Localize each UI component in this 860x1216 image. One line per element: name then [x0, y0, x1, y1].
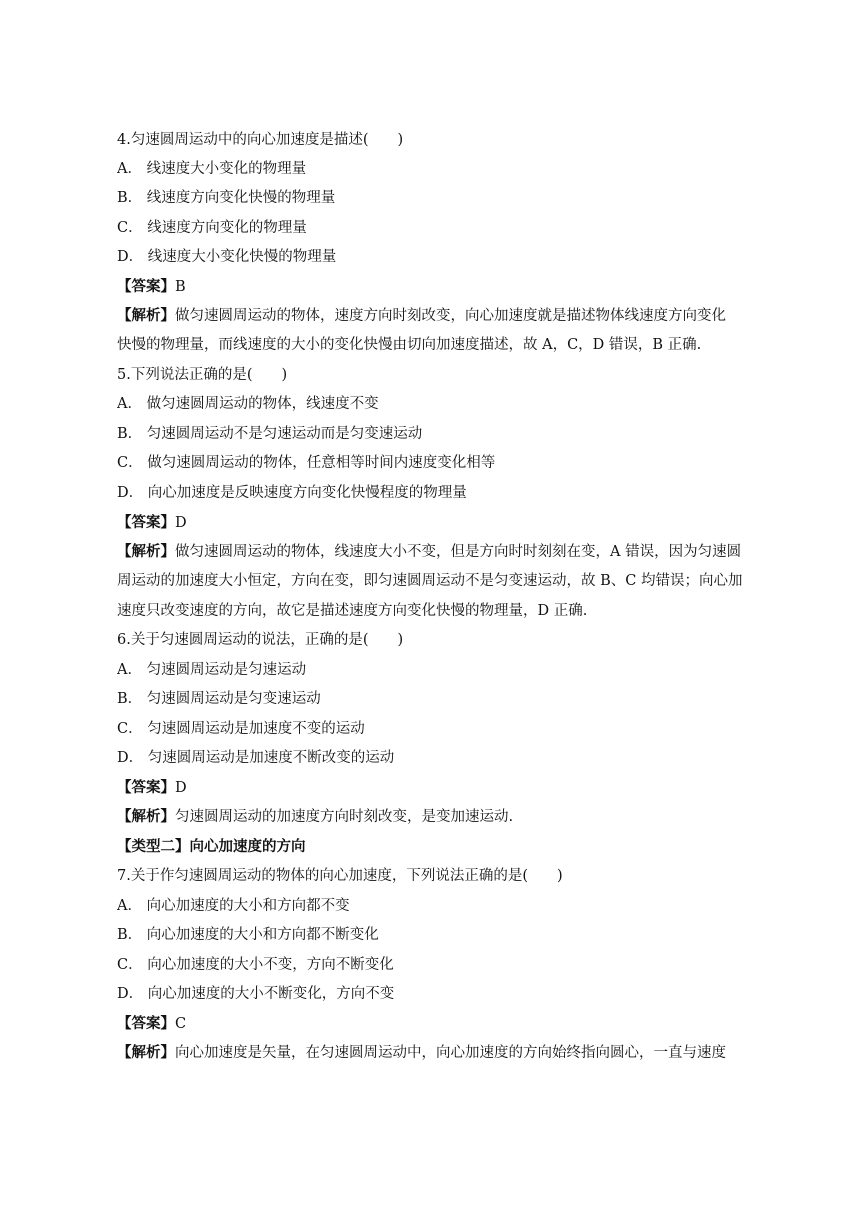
question-7-analysis-line-1 — [117, 1043, 767, 1063]
question-4-option-a: A． 线速度大小变化的物理量 — [117, 161, 307, 177]
answer-value: D — [175, 780, 187, 796]
question-5-analysis-line-2: 周运动的加速度大小恒定，方向在变，即匀速圆周运动不是匀变速运动，故 B、C 均错误；向心加 — [117, 573, 743, 589]
question-5-analysis-line-3: 速度只改变速度的方向，故它是描述速度方向变化快慢的物理量，D 正确. — [117, 603, 588, 619]
question-4-answer — [117, 277, 767, 297]
question-4-option-b: B． 线速度方向变化快慢的物理量 — [117, 190, 336, 206]
question-6-answer — [117, 778, 767, 798]
question-7-option-d: D． 向心加速度的大小不断变化，方向不变 — [117, 986, 395, 1002]
question-5-stem: 5.下列说法正确的是( ) — [117, 367, 288, 383]
question-7-option-a: A． 向心加速度的大小和方向都不变 — [117, 898, 350, 914]
answer-tag: 【答案】 — [117, 1015, 175, 1032]
question-7-option-b: B． 向心加速度的大小和方向都不断变化 — [117, 927, 379, 943]
question-7-answer — [117, 1014, 767, 1034]
answer-tag: 【答案】 — [117, 779, 175, 796]
question-5-analysis-line-1 — [117, 542, 767, 562]
question-5-option-c: C． 做匀速圆周运动的物体，任意相等时间内速度变化相等 — [117, 455, 496, 471]
question-5-option-b: B． 匀速圆周运动不是匀速运动而是匀变速运动 — [117, 426, 423, 442]
question-6-option-d: D． 匀速圆周运动是加速度不断改变的运动 — [117, 750, 395, 766]
question-7-stem: 7.关于作匀速圆周运动的物体的向心加速度，下列说法正确的是( ) — [117, 868, 563, 884]
analysis-text: 做匀速圆周运动的物体，速度方向时刻改变，向心加速度就是描述物体线速度方向变化 — [175, 308, 726, 324]
question-6-stem: 6.关于匀速圆周运动的说法，正确的是( ) — [117, 632, 404, 648]
answer-value: C — [175, 1016, 187, 1032]
question-4-analysis-line-1 — [117, 306, 767, 326]
question-6-analysis-line-1 — [117, 807, 767, 827]
question-4-analysis-line-2: 快慢的物理量，而线速度的大小的变化快慢由切向加速度描述，故 A，C，D 错误，B 正确. — [117, 337, 702, 353]
question-6-option-b: B． 匀速圆周运动是匀变速运动 — [117, 691, 321, 707]
question-7-option-c: C． 向心加速度的大小不变，方向不断变化 — [117, 957, 394, 973]
answer-value: D — [175, 515, 187, 531]
question-4-option-c: C． 线速度方向变化的物理量 — [117, 220, 307, 236]
analysis-tag: 【解析】 — [117, 1044, 175, 1061]
analysis-tag: 【解析】 — [117, 543, 175, 560]
question-5-option-d: D． 向心加速度是反映速度方向变化快慢程度的物理量 — [117, 485, 467, 501]
question-6-option-c: C． 匀速圆周运动是加速度不变的运动 — [117, 721, 365, 737]
section-heading: 【类型二】向心加速度的方向 — [117, 838, 306, 855]
answer-tag: 【答案】 — [117, 514, 175, 531]
analysis-text: 向心加速度是矢量，在匀速圆周运动中，向心加速度的方向始终指向圆心，一直与速度 — [175, 1045, 726, 1061]
answer-value: B — [175, 279, 186, 295]
answer-tag: 【答案】 — [117, 278, 175, 295]
analysis-text: 做匀速圆周运动的物体，线速度大小不变，但是方向时时刻刻在变，A 错误，因为匀速圆 — [175, 544, 742, 560]
analysis-text: 匀速圆周运动的加速度方向时刻改变，是变加速运动. — [175, 809, 514, 825]
question-5-option-a: A． 做匀速圆周运动的物体，线速度不变 — [117, 396, 379, 412]
analysis-tag: 【解析】 — [117, 808, 175, 825]
question-5-answer — [117, 513, 767, 533]
analysis-tag: 【解析】 — [117, 307, 175, 324]
question-4-stem: 4.匀速圆周运动中的向心加速度是描述( ) — [117, 132, 404, 148]
question-6-option-a: A． 匀速圆周运动是匀速运动 — [117, 662, 307, 678]
question-4-option-d: D． 线速度大小变化快慢的物理量 — [117, 249, 337, 265]
